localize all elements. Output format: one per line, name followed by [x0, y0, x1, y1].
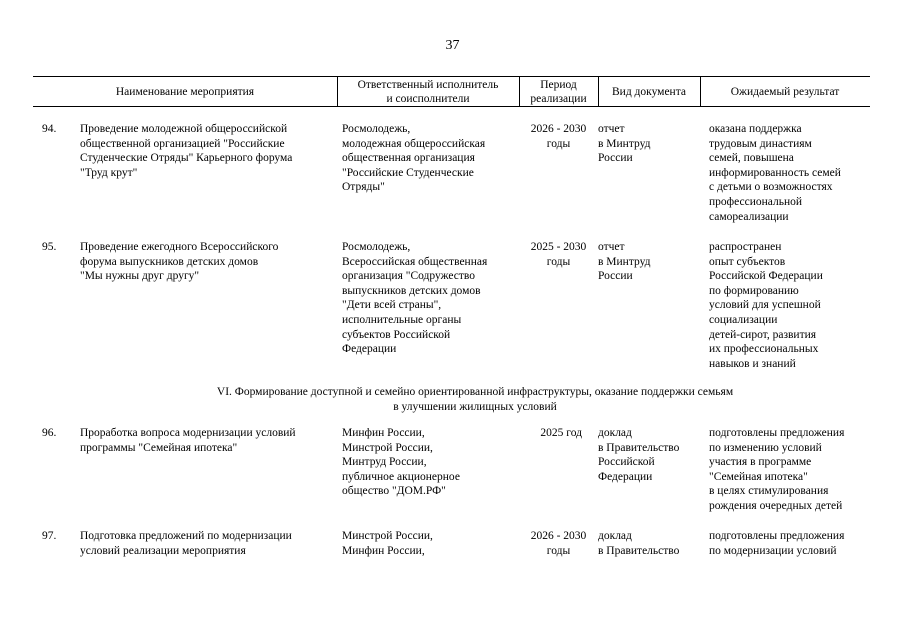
row-responsible: Минстрой России, Минфин России, [342, 530, 433, 557]
header-bottom-rule [33, 106, 870, 107]
row-period: 2026 - 2030 годы [530, 123, 587, 150]
section-title: VI. Формирование доступной и семейно ориентированной инфраструктуры, оказание поддержки семьям в улучшении жилищных условий [216, 386, 734, 413]
row-doc-type: отчет в Минтруд России [598, 241, 651, 283]
row-result: распространен опыт субъектов Российской Федерации по формированию условий для успешной социализации детей-сирот, развития их профессиональных навыков и знаний [709, 241, 823, 370]
row-period: 2026 - 2030 годы [530, 530, 587, 557]
row-number: 97. [42, 530, 57, 542]
header-top-rule [33, 76, 870, 77]
row-period: 2025 - 2030 годы [530, 241, 587, 268]
row-period: 2025 год [540, 427, 582, 439]
row-result: подготовлены предложения по модернизации условий [709, 530, 845, 557]
row-name: Проведение ежегодного Всероссийского форума выпускников детских домов "Мы нужны друг другу" [80, 241, 279, 283]
row-name: Проведение молодежной общероссийской общественной организацией "Российские Студенческие Отряды" Карьерного форума "Труд крут" [80, 123, 293, 179]
row-result: оказана поддержка трудовым династиям семей, повышена информированность семей с детьми о возможностях профессиональной самореализации [709, 123, 841, 223]
row-responsible: Росмолодежь, молодежная общероссийская общественная организация "Российские Студенческие Отряды" [342, 123, 486, 194]
row-name: Подготовка предложений по модернизации условий реализации мероприятия [80, 530, 292, 557]
row-name: Проработка вопроса модернизации условий программы "Семейная ипотека" [80, 427, 296, 454]
header-doc-type: Вид документа [612, 86, 686, 98]
row-number: 94. [42, 123, 57, 135]
row-doc-type: доклад в Правительство Российской Федерации [598, 427, 680, 483]
row-responsible: Минфин России, Минстрой России, Минтруд России, публичное акционерное общество "ДОМ.РФ" [342, 427, 460, 498]
header-period: Период реализации [530, 79, 587, 105]
row-doc-type: доклад в Правительство [598, 530, 680, 557]
header-responsible: Ответственный исполнитель и соисполнители [357, 79, 499, 105]
row-result: подготовлены предложения по изменению условий участия в программе "Семейная ипотека" в целях стимулирования рождения очередных детей [709, 427, 845, 512]
row-number: 95. [42, 241, 57, 253]
row-doc-type: отчет в Минтруд России [598, 123, 651, 165]
row-number: 96. [42, 427, 57, 439]
header-result: Ожидаемый результат [730, 86, 840, 98]
row-responsible: Росмолодежь, Всероссийская общественная организация "Содружество выпускников детских домов "Дети всей страны", исполнительные органы субъектов Российской Федерации [342, 241, 488, 356]
page-number: 37 [445, 38, 460, 53]
header-name: Наименование мероприятия [115, 86, 255, 98]
